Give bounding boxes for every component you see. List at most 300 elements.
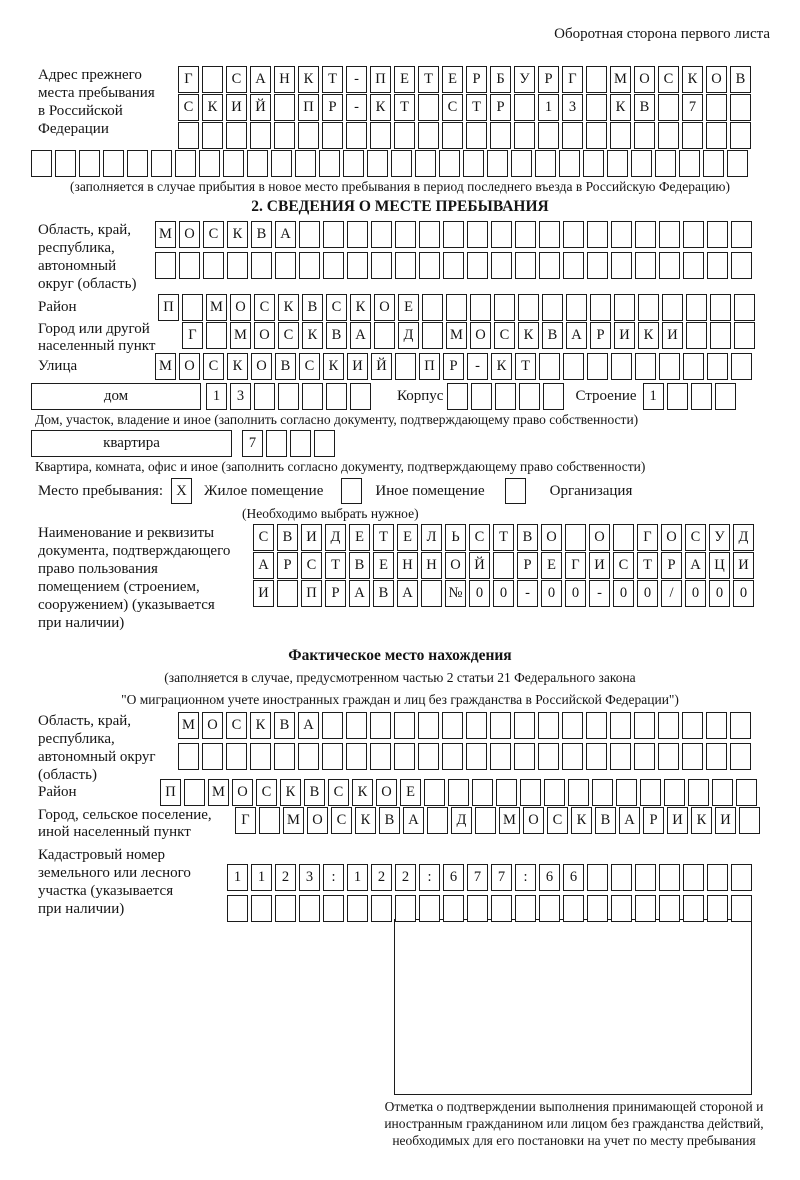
char-cell[interactable]: [371, 895, 392, 922]
char-cell[interactable]: [422, 322, 443, 349]
char-cell[interactable]: В: [634, 94, 655, 121]
char-cell[interactable]: К: [610, 94, 631, 121]
char-cell[interactable]: Р: [322, 94, 343, 121]
char-cell[interactable]: [538, 122, 559, 149]
char-cell[interactable]: Е: [373, 552, 394, 579]
char-cell[interactable]: П: [298, 94, 319, 121]
char-cell[interactable]: [199, 150, 220, 177]
char-cell[interactable]: [470, 294, 491, 321]
char-cell[interactable]: [515, 221, 536, 248]
char-cell[interactable]: 6: [563, 864, 584, 891]
char-cell[interactable]: В: [251, 221, 272, 248]
char-cell[interactable]: [712, 779, 733, 806]
char-cell[interactable]: [103, 150, 124, 177]
char-cell[interactable]: М: [283, 807, 304, 834]
char-cell[interactable]: [443, 895, 464, 922]
char-cell[interactable]: [586, 743, 607, 770]
stamp-box[interactable]: [394, 919, 752, 1095]
char-cell[interactable]: [640, 779, 661, 806]
char-cell[interactable]: 2: [275, 864, 296, 891]
char-cell[interactable]: Д: [398, 322, 419, 349]
char-cell[interactable]: В: [326, 322, 347, 349]
char-cell[interactable]: [467, 221, 488, 248]
char-cell[interactable]: Г: [178, 66, 199, 93]
char-cell[interactable]: [707, 221, 728, 248]
char-cell[interactable]: [586, 122, 607, 149]
char-cell[interactable]: [587, 353, 608, 380]
char-cell[interactable]: У: [709, 524, 730, 551]
char-cell[interactable]: [683, 353, 704, 380]
char-cell[interactable]: [31, 150, 52, 177]
char-cell[interactable]: [610, 743, 631, 770]
char-cell[interactable]: [178, 743, 199, 770]
char-cell[interactable]: М: [206, 294, 227, 321]
char-cell[interactable]: [635, 221, 656, 248]
char-cell[interactable]: [466, 712, 487, 739]
char-cell[interactable]: М: [610, 66, 631, 93]
char-cell[interactable]: [707, 864, 728, 891]
char-cell[interactable]: [323, 221, 344, 248]
char-cell[interactable]: [394, 122, 415, 149]
char-cell[interactable]: [346, 712, 367, 739]
char-cell[interactable]: -: [517, 580, 538, 607]
char-cell[interactable]: А: [250, 66, 271, 93]
char-cell[interactable]: 2: [371, 864, 392, 891]
char-cell[interactable]: [682, 122, 703, 149]
char-cell[interactable]: [347, 895, 368, 922]
char-cell[interactable]: Г: [565, 552, 586, 579]
char-cell[interactable]: [295, 150, 316, 177]
char-cell[interactable]: [730, 743, 751, 770]
char-cell[interactable]: [439, 150, 460, 177]
char-cell[interactable]: [394, 712, 415, 739]
char-cell[interactable]: [322, 122, 343, 149]
char-cell[interactable]: [631, 150, 652, 177]
char-cell[interactable]: [370, 122, 391, 149]
char-cell[interactable]: [463, 150, 484, 177]
char-cell[interactable]: [587, 221, 608, 248]
char-cell[interactable]: :: [419, 864, 440, 891]
char-cell[interactable]: [442, 712, 463, 739]
char-cell[interactable]: [347, 252, 368, 279]
char-cell[interactable]: Н: [274, 66, 295, 93]
char-cell[interactable]: [371, 252, 392, 279]
char-cell[interactable]: О: [202, 712, 223, 739]
char-cell[interactable]: [395, 353, 416, 380]
char-cell[interactable]: [515, 895, 536, 922]
char-cell[interactable]: 7: [682, 94, 703, 121]
char-cell[interactable]: О: [307, 807, 328, 834]
char-cell[interactable]: С: [547, 807, 568, 834]
char-cell[interactable]: К: [370, 94, 391, 121]
char-cell[interactable]: [184, 779, 205, 806]
char-cell[interactable]: П: [419, 353, 440, 380]
char-cell[interactable]: 0: [469, 580, 490, 607]
char-cell[interactable]: Т: [637, 552, 658, 579]
char-cell[interactable]: [686, 322, 707, 349]
char-cell[interactable]: Г: [182, 322, 203, 349]
char-cell[interactable]: [659, 221, 680, 248]
char-cell[interactable]: 7: [242, 430, 263, 457]
char-cell[interactable]: М: [178, 712, 199, 739]
char-cell[interactable]: А: [349, 580, 370, 607]
char-cell[interactable]: 1: [538, 94, 559, 121]
char-cell[interactable]: Й: [371, 353, 392, 380]
char-cell[interactable]: О: [232, 779, 253, 806]
char-cell[interactable]: О: [445, 552, 466, 579]
char-cell[interactable]: С: [178, 94, 199, 121]
char-cell[interactable]: Р: [443, 353, 464, 380]
char-cell[interactable]: [446, 294, 467, 321]
char-cell[interactable]: [635, 864, 656, 891]
char-cell[interactable]: [322, 743, 343, 770]
char-cell[interactable]: С: [278, 322, 299, 349]
char-cell[interactable]: В: [379, 807, 400, 834]
char-cell[interactable]: [679, 150, 700, 177]
char-cell[interactable]: Е: [400, 779, 421, 806]
char-cell[interactable]: [491, 895, 512, 922]
char-cell[interactable]: [659, 353, 680, 380]
char-cell[interactable]: А: [253, 552, 274, 579]
char-cell[interactable]: [703, 150, 724, 177]
char-cell[interactable]: [424, 779, 445, 806]
char-cell[interactable]: И: [301, 524, 322, 551]
char-cell[interactable]: 0: [613, 580, 634, 607]
char-cell[interactable]: [568, 779, 589, 806]
char-cell[interactable]: А: [403, 807, 424, 834]
char-cell[interactable]: №: [445, 580, 466, 607]
checkbox-organizaciya[interactable]: [505, 478, 526, 504]
char-cell[interactable]: Т: [373, 524, 394, 551]
char-cell[interactable]: Л: [421, 524, 442, 551]
char-cell[interactable]: И: [715, 807, 736, 834]
char-cell[interactable]: Ц: [709, 552, 730, 579]
char-cell[interactable]: [346, 743, 367, 770]
char-cell[interactable]: [706, 743, 727, 770]
char-cell[interactable]: И: [253, 580, 274, 607]
char-cell[interactable]: [226, 122, 247, 149]
char-cell[interactable]: [664, 779, 685, 806]
char-cell[interactable]: В: [373, 580, 394, 607]
char-cell[interactable]: [447, 383, 468, 410]
char-cell[interactable]: [326, 383, 347, 410]
char-cell[interactable]: 3: [562, 94, 583, 121]
char-cell[interactable]: Р: [590, 322, 611, 349]
char-cell[interactable]: [731, 895, 752, 922]
char-cell[interactable]: 3: [299, 864, 320, 891]
char-cell[interactable]: М: [208, 779, 229, 806]
char-cell[interactable]: [346, 122, 367, 149]
char-cell[interactable]: [730, 94, 751, 121]
char-cell[interactable]: Б: [490, 66, 511, 93]
char-cell[interactable]: [635, 353, 656, 380]
char-cell[interactable]: [422, 294, 443, 321]
char-cell[interactable]: 6: [443, 864, 464, 891]
char-cell[interactable]: К: [682, 66, 703, 93]
char-cell[interactable]: [611, 221, 632, 248]
char-cell[interactable]: Т: [322, 66, 343, 93]
char-cell[interactable]: [658, 712, 679, 739]
char-cell[interactable]: Й: [250, 94, 271, 121]
char-cell[interactable]: 1: [206, 383, 227, 410]
char-cell[interactable]: [634, 122, 655, 149]
char-cell[interactable]: 6: [539, 864, 560, 891]
char-cell[interactable]: [251, 252, 272, 279]
char-cell[interactable]: [343, 150, 364, 177]
char-cell[interactable]: С: [613, 552, 634, 579]
char-cell[interactable]: [730, 122, 751, 149]
char-cell[interactable]: [706, 122, 727, 149]
char-cell[interactable]: [610, 712, 631, 739]
char-cell[interactable]: И: [347, 353, 368, 380]
char-cell[interactable]: [592, 779, 613, 806]
char-cell[interactable]: О: [634, 66, 655, 93]
char-cell[interactable]: П: [158, 294, 179, 321]
char-cell[interactable]: С: [469, 524, 490, 551]
char-cell[interactable]: [179, 252, 200, 279]
char-cell[interactable]: [535, 150, 556, 177]
char-cell[interactable]: [442, 122, 463, 149]
char-cell[interactable]: [490, 122, 511, 149]
char-cell[interactable]: К: [302, 322, 323, 349]
char-cell[interactable]: [583, 150, 604, 177]
char-cell[interactable]: К: [350, 294, 371, 321]
char-cell[interactable]: Р: [643, 807, 664, 834]
char-cell[interactable]: [271, 150, 292, 177]
char-cell[interactable]: [203, 252, 224, 279]
char-cell[interactable]: О: [589, 524, 610, 551]
char-cell[interactable]: [319, 150, 340, 177]
char-cell[interactable]: [611, 353, 632, 380]
char-cell[interactable]: Е: [398, 294, 419, 321]
char-cell[interactable]: [614, 294, 635, 321]
char-cell[interactable]: О: [179, 353, 200, 380]
char-cell[interactable]: Й: [469, 552, 490, 579]
char-cell[interactable]: С: [658, 66, 679, 93]
char-cell[interactable]: [290, 430, 311, 457]
char-cell[interactable]: [667, 383, 688, 410]
char-cell[interactable]: [427, 807, 448, 834]
char-cell[interactable]: К: [691, 807, 712, 834]
char-cell[interactable]: [610, 122, 631, 149]
char-cell[interactable]: [706, 94, 727, 121]
char-cell[interactable]: О: [706, 66, 727, 93]
char-cell[interactable]: [715, 383, 736, 410]
char-cell[interactable]: В: [304, 779, 325, 806]
char-cell[interactable]: [562, 743, 583, 770]
char-cell[interactable]: [495, 383, 516, 410]
char-cell[interactable]: [223, 150, 244, 177]
char-cell[interactable]: [539, 252, 560, 279]
char-cell[interactable]: О: [230, 294, 251, 321]
char-cell[interactable]: С: [226, 712, 247, 739]
char-cell[interactable]: [475, 807, 496, 834]
char-cell[interactable]: К: [352, 779, 373, 806]
char-cell[interactable]: [727, 150, 748, 177]
char-cell[interactable]: [683, 252, 704, 279]
char-cell[interactable]: [443, 221, 464, 248]
char-cell[interactable]: А: [275, 221, 296, 248]
char-cell[interactable]: Р: [661, 552, 682, 579]
char-cell[interactable]: П: [301, 580, 322, 607]
char-cell[interactable]: О: [254, 322, 275, 349]
char-cell[interactable]: [611, 864, 632, 891]
char-cell[interactable]: [655, 150, 676, 177]
char-cell[interactable]: А: [685, 552, 706, 579]
char-cell[interactable]: [491, 252, 512, 279]
char-cell[interactable]: 1: [227, 864, 248, 891]
char-cell[interactable]: [448, 779, 469, 806]
char-cell[interactable]: [302, 383, 323, 410]
char-cell[interactable]: [371, 221, 392, 248]
char-cell[interactable]: К: [491, 353, 512, 380]
char-cell[interactable]: К: [278, 294, 299, 321]
char-cell[interactable]: С: [328, 779, 349, 806]
char-cell[interactable]: [731, 864, 752, 891]
char-cell[interactable]: [635, 895, 656, 922]
char-cell[interactable]: 0: [709, 580, 730, 607]
char-cell[interactable]: М: [155, 221, 176, 248]
char-cell[interactable]: [520, 779, 541, 806]
char-cell[interactable]: К: [638, 322, 659, 349]
char-cell[interactable]: [613, 524, 634, 551]
char-cell[interactable]: [611, 252, 632, 279]
char-cell[interactable]: [734, 322, 755, 349]
char-cell[interactable]: Т: [493, 524, 514, 551]
char-cell[interactable]: [710, 294, 731, 321]
char-cell[interactable]: [707, 353, 728, 380]
char-cell[interactable]: [538, 743, 559, 770]
char-cell[interactable]: [472, 779, 493, 806]
char-cell[interactable]: [731, 252, 752, 279]
char-cell[interactable]: К: [227, 221, 248, 248]
char-cell[interactable]: Е: [442, 66, 463, 93]
char-cell[interactable]: Г: [235, 807, 256, 834]
char-cell[interactable]: [251, 895, 272, 922]
char-cell[interactable]: Е: [397, 524, 418, 551]
char-cell[interactable]: [586, 94, 607, 121]
char-cell[interactable]: В: [277, 524, 298, 551]
char-cell[interactable]: [563, 895, 584, 922]
char-cell[interactable]: П: [160, 779, 181, 806]
char-cell[interactable]: К: [298, 66, 319, 93]
char-cell[interactable]: С: [331, 807, 352, 834]
char-cell[interactable]: С: [203, 221, 224, 248]
char-cell[interactable]: 0: [493, 580, 514, 607]
char-cell[interactable]: К: [202, 94, 223, 121]
char-cell[interactable]: [691, 383, 712, 410]
char-cell[interactable]: Т: [418, 66, 439, 93]
char-cell[interactable]: С: [256, 779, 277, 806]
char-cell[interactable]: В: [542, 322, 563, 349]
char-cell[interactable]: С: [442, 94, 463, 121]
char-cell[interactable]: [323, 252, 344, 279]
char-cell[interactable]: 0: [565, 580, 586, 607]
char-cell[interactable]: Е: [394, 66, 415, 93]
char-cell[interactable]: [539, 895, 560, 922]
char-cell[interactable]: [227, 895, 248, 922]
char-cell[interactable]: К: [280, 779, 301, 806]
char-cell[interactable]: М: [155, 353, 176, 380]
char-cell[interactable]: [683, 864, 704, 891]
char-cell[interactable]: [79, 150, 100, 177]
char-cell[interactable]: 3: [230, 383, 251, 410]
char-cell[interactable]: [314, 430, 335, 457]
char-cell[interactable]: [127, 150, 148, 177]
char-cell[interactable]: [611, 895, 632, 922]
char-cell[interactable]: [202, 743, 223, 770]
char-cell[interactable]: [563, 353, 584, 380]
char-cell[interactable]: [683, 895, 704, 922]
char-cell[interactable]: Ь: [445, 524, 466, 551]
char-cell[interactable]: [539, 353, 560, 380]
char-cell[interactable]: А: [566, 322, 587, 349]
char-cell[interactable]: [682, 712, 703, 739]
char-cell[interactable]: [706, 712, 727, 739]
char-cell[interactable]: [418, 743, 439, 770]
char-cell[interactable]: [563, 252, 584, 279]
char-cell[interactable]: С: [253, 524, 274, 551]
char-cell[interactable]: -: [467, 353, 488, 380]
char-cell[interactable]: [662, 294, 683, 321]
char-cell[interactable]: С: [254, 294, 275, 321]
char-cell[interactable]: 1: [347, 864, 368, 891]
char-cell[interactable]: У: [514, 66, 535, 93]
char-cell[interactable]: [421, 580, 442, 607]
char-cell[interactable]: [419, 252, 440, 279]
char-cell[interactable]: Р: [277, 552, 298, 579]
char-cell[interactable]: К: [518, 322, 539, 349]
char-cell[interactable]: [683, 221, 704, 248]
char-cell[interactable]: [443, 252, 464, 279]
char-cell[interactable]: О: [661, 524, 682, 551]
char-cell[interactable]: 7: [491, 864, 512, 891]
char-cell[interactable]: [539, 221, 560, 248]
char-cell[interactable]: В: [349, 552, 370, 579]
char-cell[interactable]: С: [326, 294, 347, 321]
char-cell[interactable]: О: [179, 221, 200, 248]
char-cell[interactable]: Д: [325, 524, 346, 551]
char-cell[interactable]: [247, 150, 268, 177]
char-cell[interactable]: [658, 122, 679, 149]
char-cell[interactable]: [226, 743, 247, 770]
char-cell[interactable]: [277, 580, 298, 607]
char-cell[interactable]: [616, 779, 637, 806]
char-cell[interactable]: В: [595, 807, 616, 834]
char-cell[interactable]: [739, 807, 760, 834]
char-cell[interactable]: [323, 895, 344, 922]
char-cell[interactable]: [544, 779, 565, 806]
char-cell[interactable]: [175, 150, 196, 177]
char-cell[interactable]: [635, 252, 656, 279]
char-cell[interactable]: [466, 743, 487, 770]
char-cell[interactable]: [299, 221, 320, 248]
char-cell[interactable]: [563, 221, 584, 248]
char-cell[interactable]: [490, 743, 511, 770]
char-cell[interactable]: И: [667, 807, 688, 834]
char-cell[interactable]: [518, 294, 539, 321]
char-cell[interactable]: [586, 712, 607, 739]
char-cell[interactable]: [299, 895, 320, 922]
char-cell[interactable]: [493, 552, 514, 579]
char-cell[interactable]: [519, 383, 540, 410]
char-cell[interactable]: [658, 743, 679, 770]
char-cell[interactable]: М: [446, 322, 467, 349]
char-cell[interactable]: [370, 743, 391, 770]
char-cell[interactable]: С: [494, 322, 515, 349]
char-cell[interactable]: 0: [541, 580, 562, 607]
char-cell[interactable]: 7: [467, 864, 488, 891]
